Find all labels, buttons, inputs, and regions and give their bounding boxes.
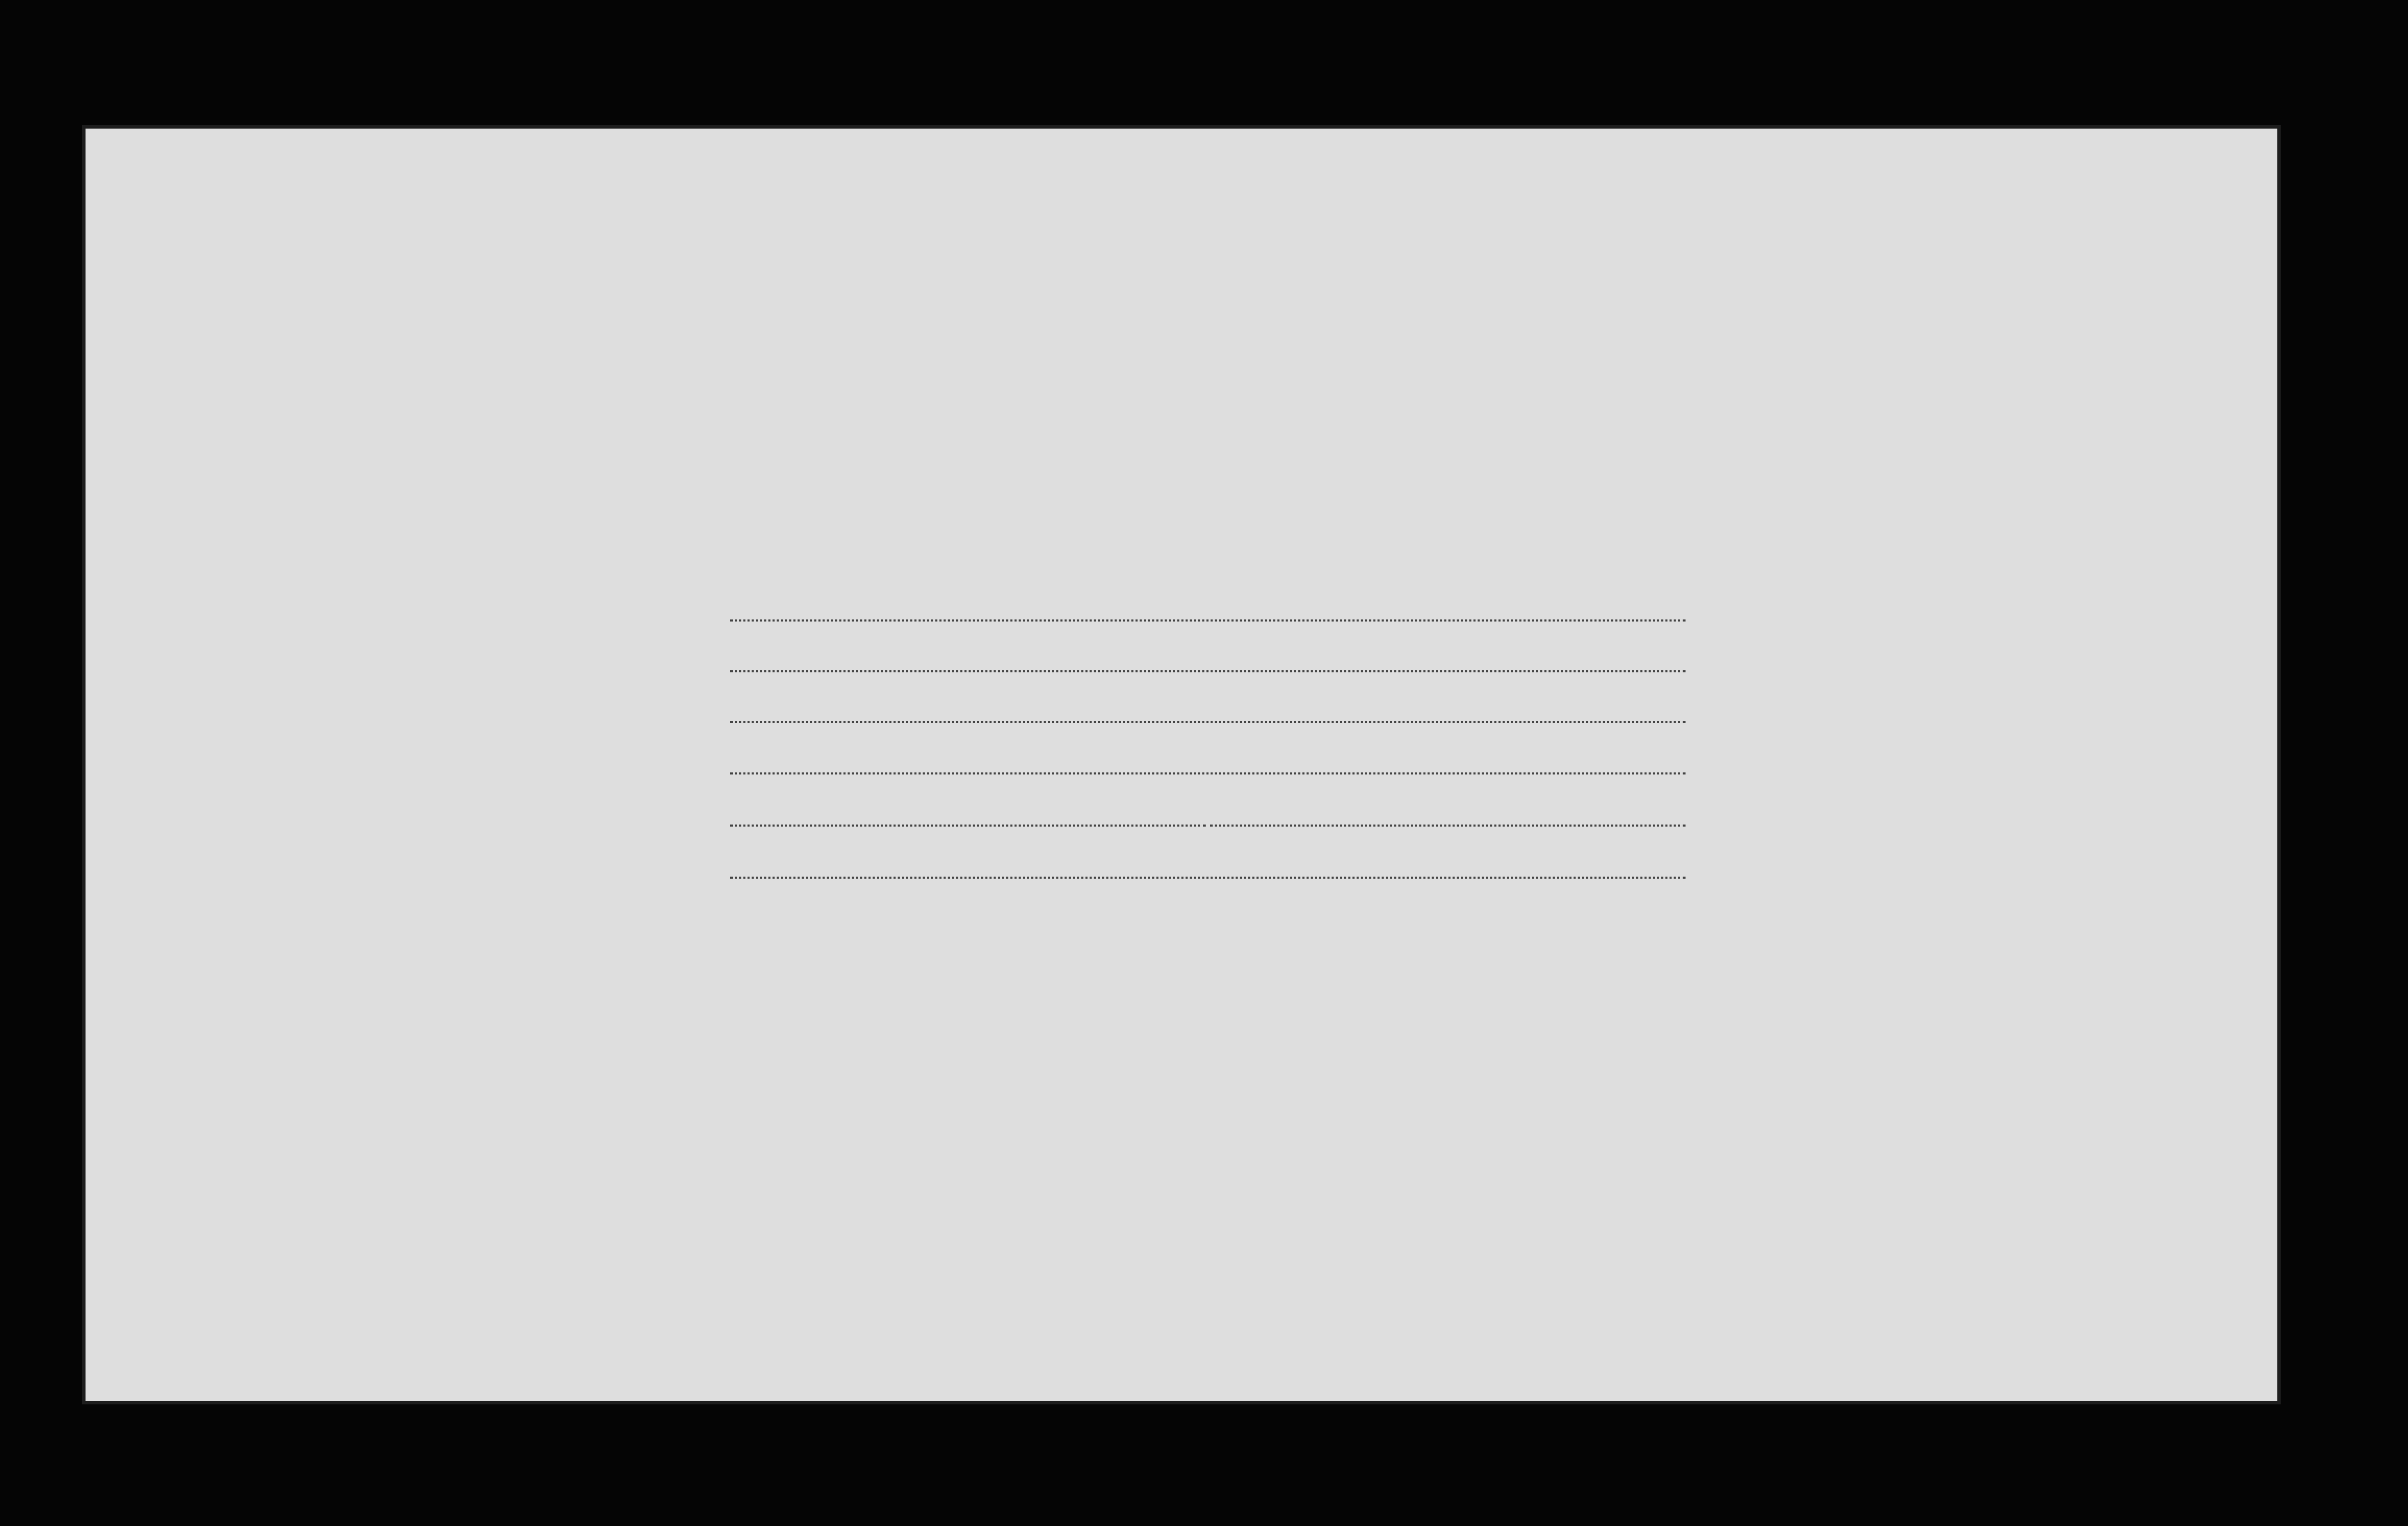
orchard-label — [376, 832, 515, 860]
trade-name-header — [367, 507, 601, 546]
row-total-rented — [99, 1348, 259, 1402]
arenda-title — [378, 928, 1323, 959]
question-owner — [729, 546, 1688, 577]
row-own-society — [152, 1111, 259, 1168]
question-farming — [729, 749, 1688, 780]
census-card — [82, 125, 2281, 1404]
row-institutions — [152, 1285, 259, 1348]
row-other-societies — [152, 1168, 259, 1226]
question-village — [729, 801, 1688, 832]
korney-header — [601, 779, 690, 813]
question-market — [729, 853, 1688, 884]
arenda-pashni-header — [275, 961, 692, 987]
private-farms-title — [692, 487, 1679, 526]
row-private-persons — [152, 1226, 259, 1285]
question-owner-line2 — [729, 596, 1688, 627]
desyatin-header — [511, 779, 601, 813]
question-land-type — [729, 697, 1688, 729]
sdacha-title — [1323, 928, 2258, 959]
allotment-group-label — [86, 1110, 134, 1226]
non-allotment-group-label — [86, 1226, 148, 1348]
sdacha-pokos-header — [1723, 961, 2035, 987]
question-other-land — [729, 647, 1688, 678]
men-label — [1746, 727, 1771, 900]
imeetsya-label — [381, 796, 506, 824]
vineyard-label — [376, 871, 515, 899]
sdacha-pashni-header — [1273, 961, 1723, 987]
women-label — [1746, 567, 1771, 727]
trade-qty-header — [601, 507, 690, 546]
arenda-pokos-header — [692, 961, 988, 987]
